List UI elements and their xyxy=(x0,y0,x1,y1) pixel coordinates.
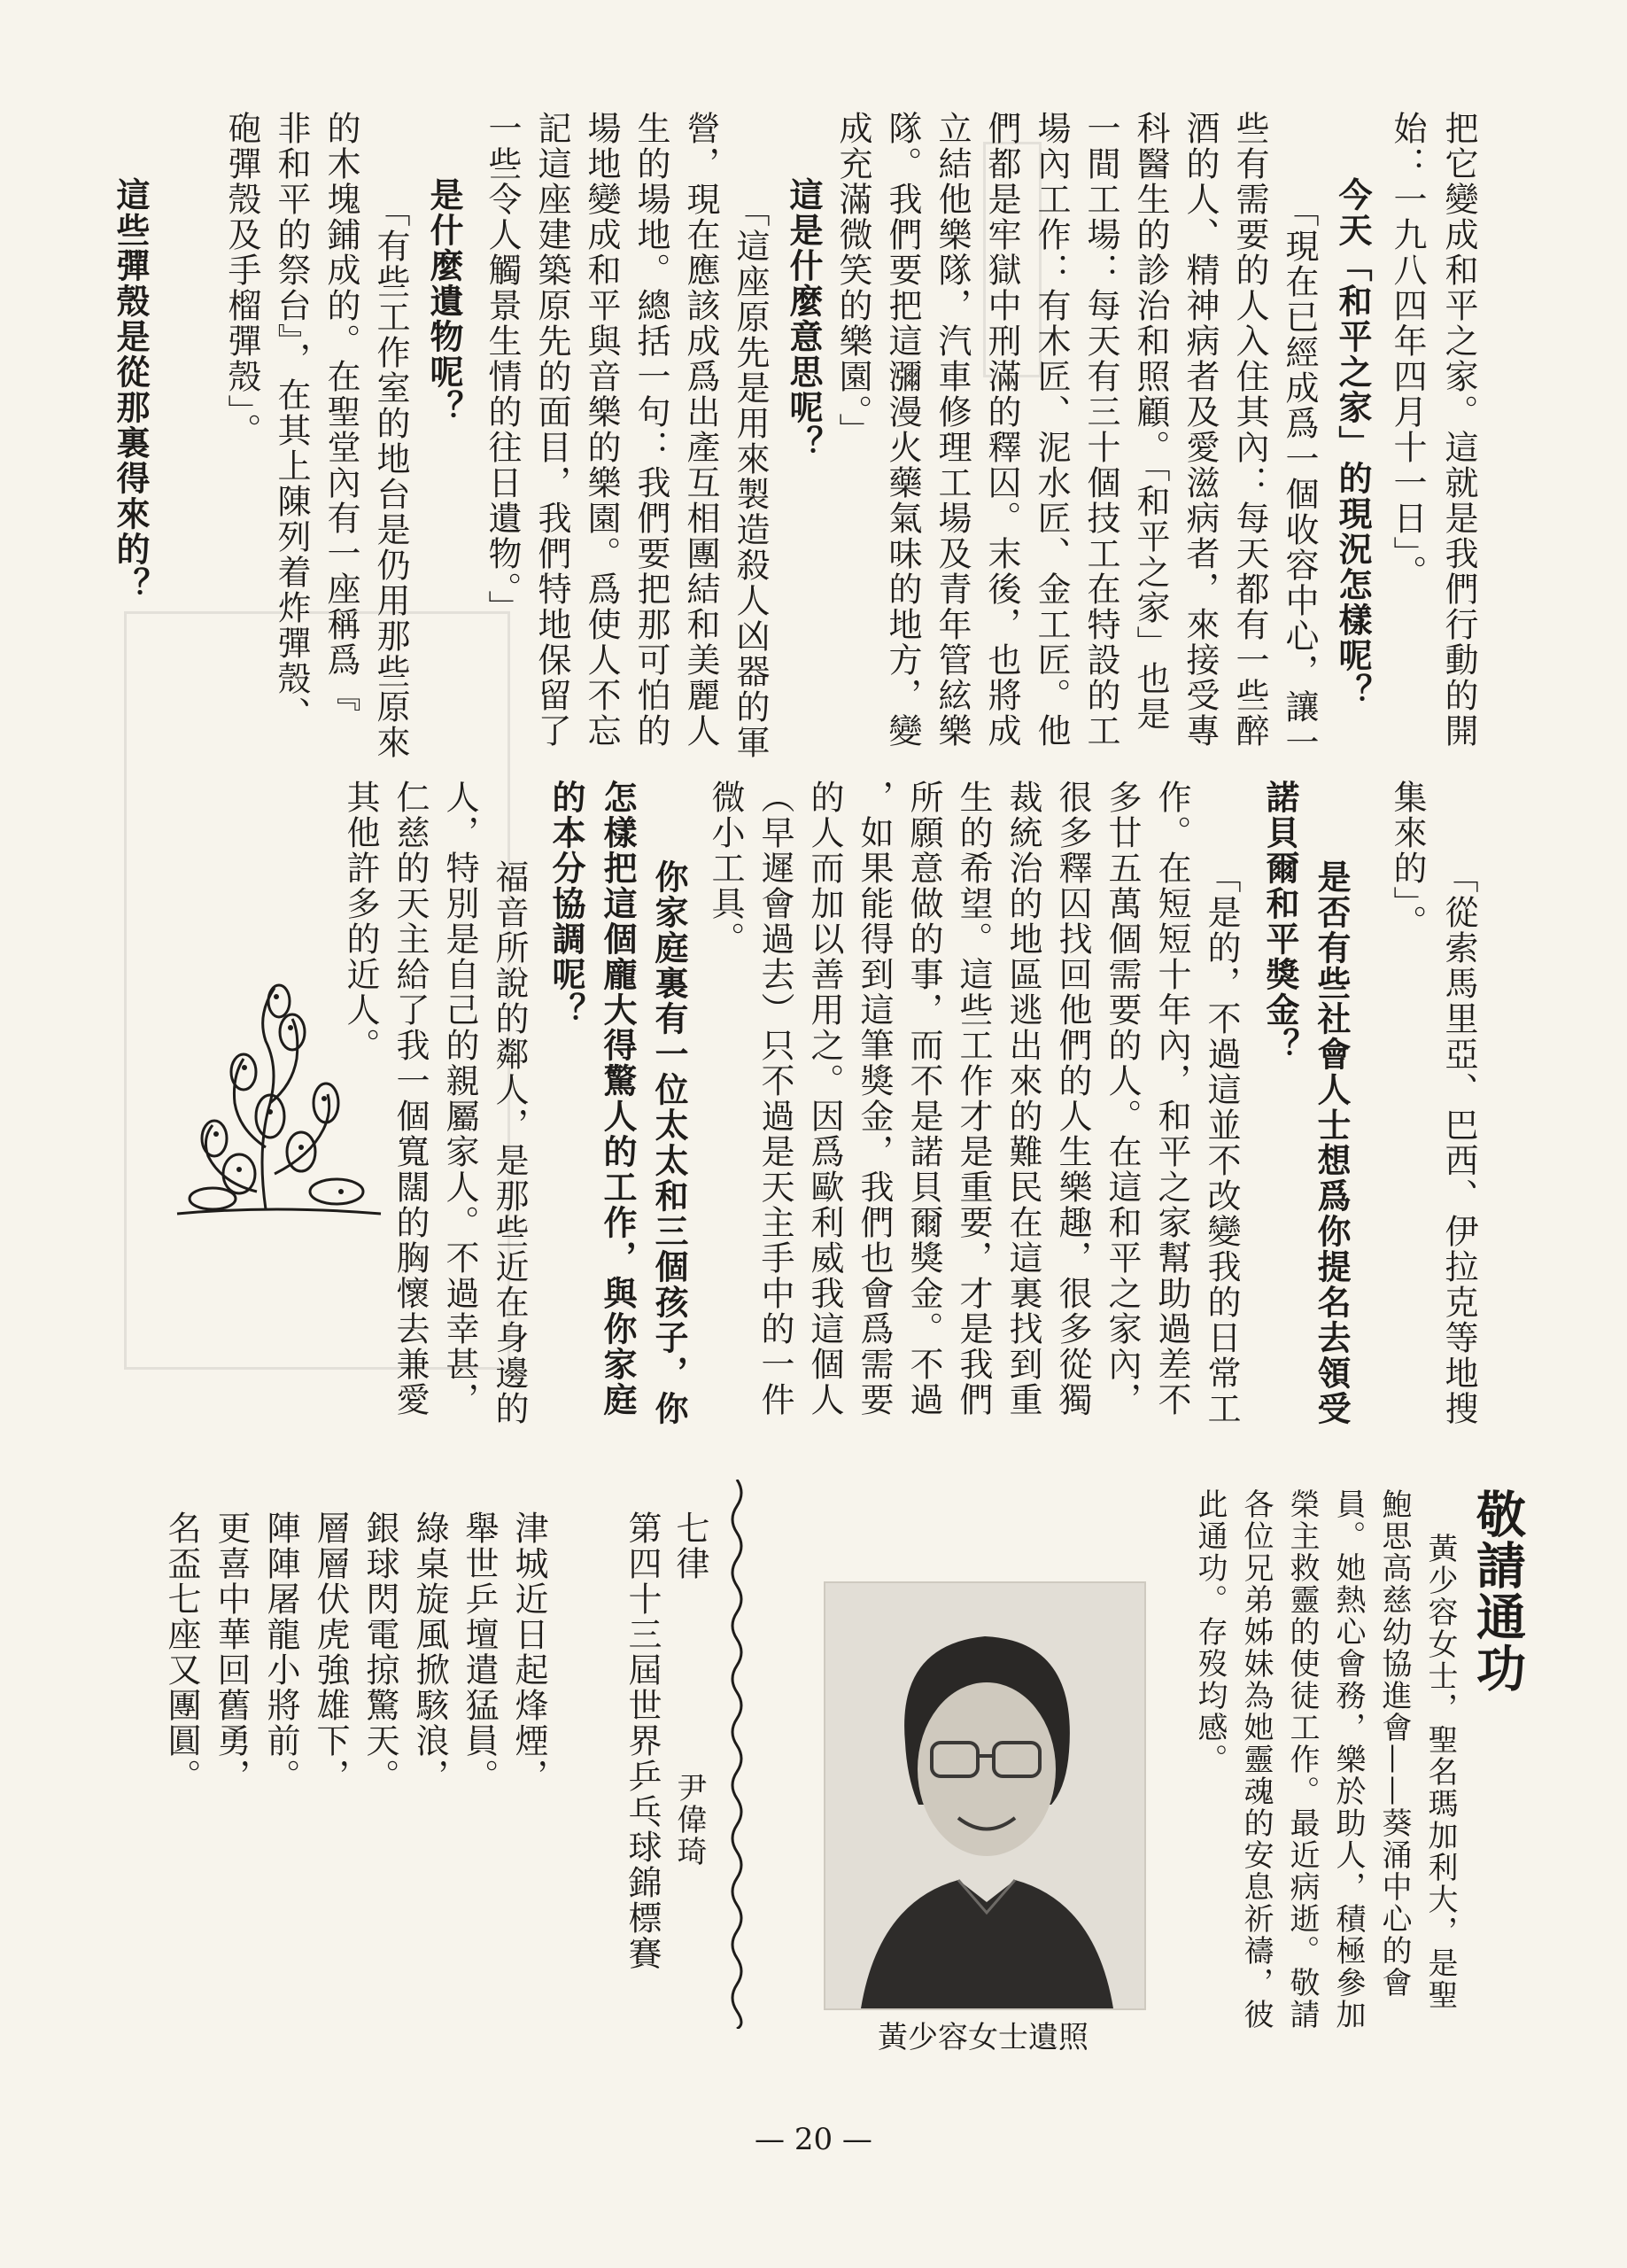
poem-line: 更喜中華回舊勇， xyxy=(212,1511,251,1794)
portrait-photo xyxy=(824,1581,1146,2010)
section-heading: 是什麼遺物呢？ xyxy=(424,177,463,425)
body-text-line: （早遲會過去）只不過是天主手中的一件 xyxy=(755,780,794,1418)
body-text-line: 隊。我們要把這瀰漫火藥氣味的地方，變 xyxy=(883,111,922,749)
poem-form: 七律 xyxy=(670,1511,709,1581)
wavy-divider xyxy=(726,1480,748,2029)
body-text-line: 科醫生的診治和照顧。「和平之家」也是 xyxy=(1131,111,1170,732)
body-text-line: 成充滿微笑的樂園。」 xyxy=(833,111,872,448)
page-number: — 20 — xyxy=(755,2122,872,2157)
body-text-line: 始：一九八四年四月十一日」。 xyxy=(1388,111,1427,590)
body-text-line: 把它變成和平之家。這就是我們行動的開 xyxy=(1439,111,1478,749)
body-text-line: 「這座原先是用來製造殺人凶器的軍 xyxy=(731,193,770,760)
notice-line: 各位兄弟姊妹為她靈魂的安息祈禱，彼 xyxy=(1238,1488,1274,2031)
poem-line: 舉世乒壇遣猛員。 xyxy=(460,1511,499,1794)
cactus-illustration xyxy=(159,970,399,1236)
notice-title: 敬請通功 xyxy=(1468,1488,1526,1694)
poem-title: 第四十三屆世界乒乓球錦標賽 xyxy=(623,1511,662,1971)
body-text-line: 「現在已經成爲一個收容中心，讓一 xyxy=(1280,193,1319,760)
body-text-line: 場地變成和平與音樂的樂園。爲使人不忘 xyxy=(582,111,621,749)
poem-line: 層層伏虎強雄下， xyxy=(311,1511,350,1794)
body-text-line: 作。在短短十年內，和平之家幫助過差不 xyxy=(1152,780,1191,1418)
body-text-line: 場內工作：有木匠、泥水匠、金工匠。他 xyxy=(1032,111,1071,749)
body-text-line: 立結他樂隊，汽車修理工場及青年管絃樂 xyxy=(933,111,972,749)
body-text-line: 很多釋囚找回他們的人生樂趣，很多從獨 xyxy=(1053,780,1092,1418)
notice-line: 黃少容女士，聖名瑪加利大，是聖 xyxy=(1422,1533,1458,2011)
body-text-line: 一些令人觸景生情的往日遺物。」 xyxy=(483,111,522,625)
body-text-line: 微小工具。 xyxy=(706,780,745,957)
body-text-line: 多廿五萬個需要的人。在這和平之家內， xyxy=(1103,780,1142,1418)
body-text-line: 生的希望。這些工作才是重要，才是我們 xyxy=(954,780,993,1418)
body-text-line: 些有需要的人入住其內：每天都有一些醉 xyxy=(1230,111,1269,749)
notice-line: 員。她熱心會務，樂於助人，積極參加 xyxy=(1330,1488,1366,2031)
section-heading: 你家庭裏有一位太太和三個孩子，你 xyxy=(649,859,688,1426)
notice-line: 此通功。存歿均感。 xyxy=(1192,1488,1228,1775)
body-text-line: 的人而加以善用之。因爲歐利威我這個人 xyxy=(805,780,844,1418)
body-text-line: 所願意做的事，而不是諾貝爾獎金。不過 xyxy=(904,780,943,1418)
body-text-line: 營，現在應該成爲出產互相團結和美麗人 xyxy=(681,111,720,749)
body-text-line: 生的場地。總括一句：我們要把那可怕的 xyxy=(631,111,670,749)
poem-line: 陣陣屠龍小將前。 xyxy=(261,1511,300,1794)
notice-line: 榮主救靈的使徒工作。最近病逝。敬請 xyxy=(1284,1488,1320,2031)
body-text-line: 「有些工作室的地台是仍用那些原來 xyxy=(371,193,410,760)
body-text-line: 人，特別是自己的親屬家人。不過幸甚， xyxy=(440,780,479,1418)
poem-author: 尹偉琦 xyxy=(671,1772,707,1868)
body-text-line: 非和平的祭台』，在其上陳列着炸彈殼、 xyxy=(272,111,311,732)
section-heading: 的本分協調呢？ xyxy=(546,780,585,1028)
section-heading: 今天「和平之家」的現況怎樣呢？ xyxy=(1333,177,1372,709)
body-text-line: 仁慈的天主給了我一個寬闊的胸懷去兼愛 xyxy=(391,780,430,1418)
body-text-line: 「是的，不過這並不改變我的日常工 xyxy=(1202,859,1241,1426)
body-text-line: 們都是牢獄中刑滿的釋囚。末後，也將成 xyxy=(982,111,1021,749)
poem-line: 銀球閃電掠驚天。 xyxy=(360,1511,399,1794)
body-text-line: 砲彈殼及手榴彈殼」。 xyxy=(222,111,261,448)
notice-line: 鮑思高慈幼協進會——葵涌中心的會 xyxy=(1376,1488,1412,1999)
body-text-line: 集來的」。 xyxy=(1388,780,1427,940)
body-text-line: 記這座建築原先的面目，我們特地保留了 xyxy=(532,111,571,749)
section-heading: 怎樣把這個龐大得驚人的工作，與你家庭 xyxy=(598,780,637,1418)
poem-line: 名盃七座又團圓。 xyxy=(162,1511,201,1794)
section-heading: 是否有些社會人士想爲你提名去領受 xyxy=(1312,859,1351,1426)
body-text-line: 的木塊鋪成的。在聖堂內有一座稱爲『 xyxy=(322,111,360,713)
section-heading: 這些彈殼是從那裏得來的？ xyxy=(111,177,150,602)
body-text-line: ，如果能得到這筆獎金，我們也會爲需要 xyxy=(855,780,894,1418)
section-heading: 這是什麼意思呢？ xyxy=(784,177,823,461)
body-text-line: 一間工場：每天有三十個技工在特設的工 xyxy=(1081,111,1120,749)
body-text-line: 裁統治的地區逃出來的難民在這裏找到重 xyxy=(1003,780,1042,1418)
section-heading: 諾貝爾和平獎金？ xyxy=(1260,780,1299,1063)
body-text-line: 其他許多的近人。 xyxy=(341,780,380,1063)
poem-line: 綠桌旋風掀駭浪， xyxy=(410,1511,449,1794)
body-text-line: 酒的人、精神病者及愛滋病者，來接受專 xyxy=(1181,111,1220,749)
body-text-line: 福音所說的鄰人，是那些近在身邊的 xyxy=(490,859,529,1426)
poem-line: 津城近日起烽煙， xyxy=(509,1511,548,1794)
photo-caption: 黃少容女士遺照 xyxy=(878,2020,1089,2055)
body-text-line: 「從索馬里亞、巴西、伊拉克等地搜 xyxy=(1439,859,1478,1426)
